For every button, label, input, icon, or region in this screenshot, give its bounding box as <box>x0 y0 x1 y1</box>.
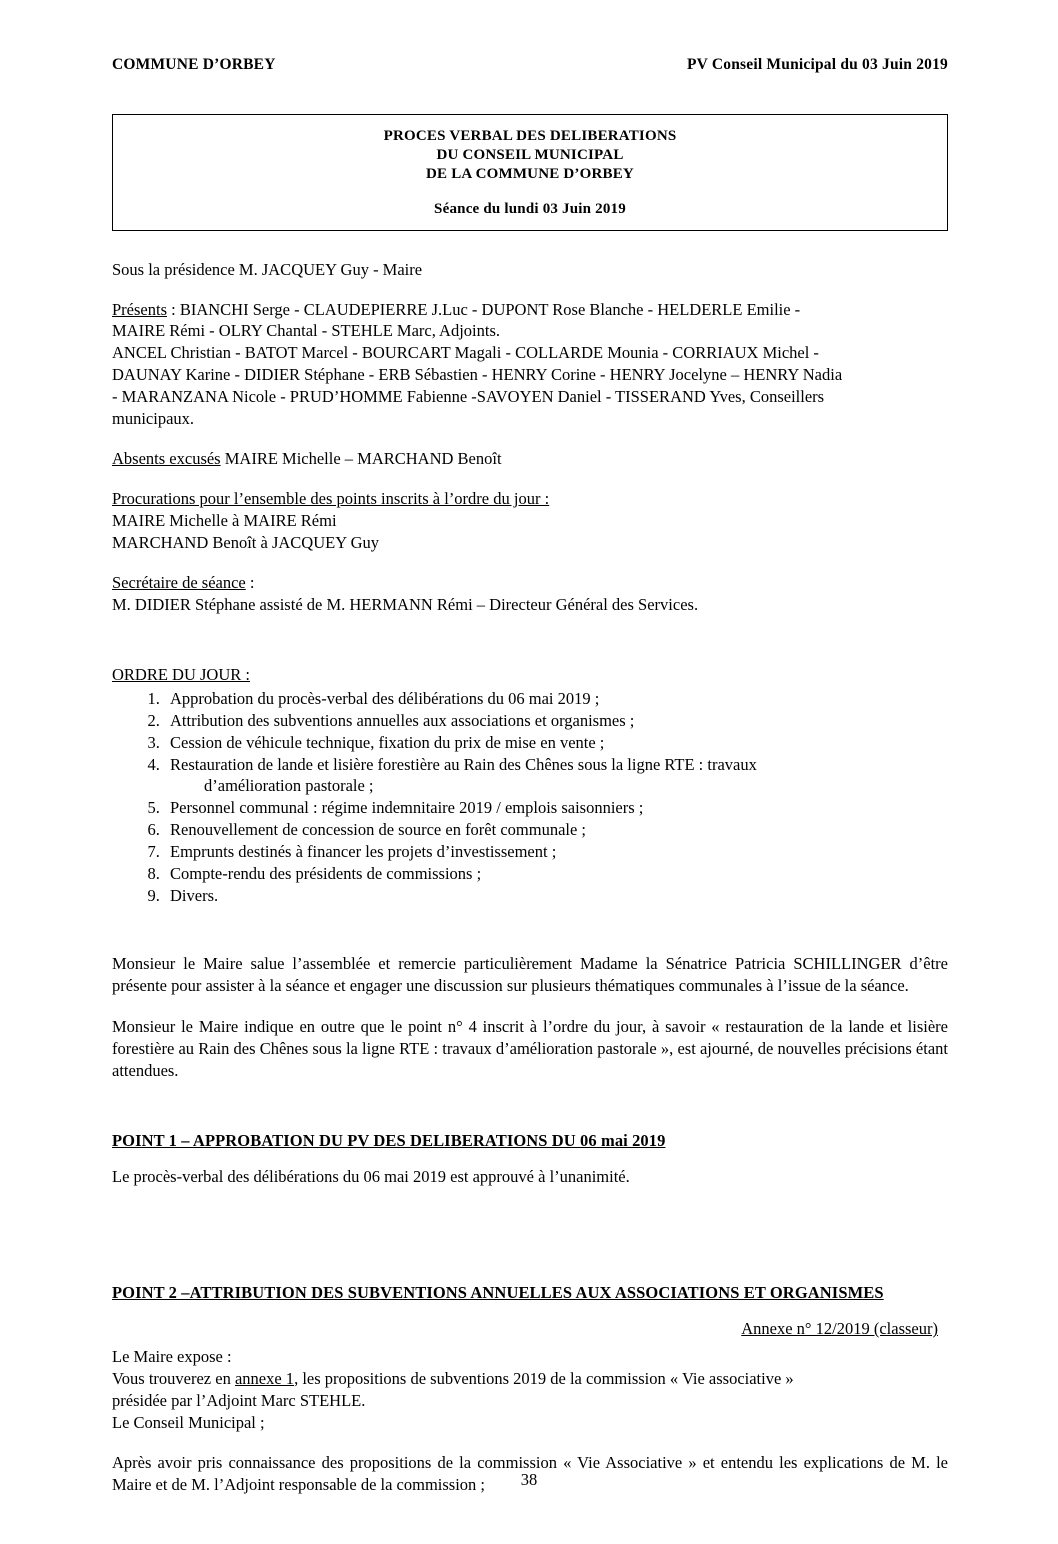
secretaire-label: Secrétaire de séance <box>112 572 246 592</box>
procurations-label: Procurations pour l’ensemble des points inscrits à l’ordre du jour : <box>112 489 550 509</box>
presents-line-4: DAUNAY Karine - DIDIER Stéphane - ERB Sébastien - HENRY Corine - HENRY Jocelyne – HENRY Nadia <box>112 365 843 385</box>
agenda-item-text: Approbation du procès-verbal des délibérations du 06 mai 2019 ; <box>170 688 600 708</box>
presents-line-5: - MARANZANA Nicole - PRUD’HOMME Fabienne -SAVOYEN Daniel - TISSERAND Yves, Conseillers <box>112 387 825 407</box>
agenda-item <box>164 841 948 863</box>
absents-block <box>112 448 948 470</box>
point-2-heading: POINT 2 –ATTRIBUTION DES SUBVENTIONS ANNUELLES AUX ASSOCIATIONS ET ORGANISMES <box>112 1283 884 1303</box>
point-2-line-3: présidée par l’Adjoint Marc STEHLE. <box>112 1391 366 1411</box>
agenda-item-continuation: d’amélioration pastorale ; <box>204 776 374 796</box>
page-number: 38 <box>520 1470 538 1490</box>
presents-line-1: : BIANCHI Serge - CLAUDEPIERRE J.Luc - DUPONT Rose Blanche - HELDERLE Emilie - <box>167 299 801 319</box>
secretaire-line: M. DIDIER Stéphane assisté de M. HERMANN Rémi – Directeur Général des Services. <box>112 594 699 614</box>
page-header <box>112 56 948 74</box>
point-2-line-4: Le Conseil Municipal ; <box>112 1412 265 1432</box>
intro-paragraph-1: Monsieur le Maire salue l’assemblée et remercie particulièrement Madame la Sénatrice Patricia SCHILLINGER d’être présente pour assister à la séance et engager une discussion sur plusieurs thématiques communales à l’issue de la séance. <box>112 954 948 996</box>
agenda-item <box>164 885 948 907</box>
agenda-item <box>164 754 948 798</box>
presents-line-2: MAIRE Rémi - OLRY Chantal - STEHLE Marc, Adjoints. <box>112 321 501 341</box>
presents-line-3: ANCEL Christian - BATOT Marcel - BOURCART Magali - COLLARDE Mounia - CORRIAUX Michel - <box>112 343 819 363</box>
agenda-title: ORDRE DU JOUR : <box>112 664 250 684</box>
header-commune: COMMUNE D’ORBEY <box>112 56 276 73</box>
presents-label: Présents <box>112 299 167 319</box>
point-2-line-1: Le Maire expose : <box>112 1347 232 1367</box>
agenda-item <box>164 797 948 819</box>
agenda-item <box>164 688 948 710</box>
presents-block <box>112 299 948 431</box>
agenda-item <box>164 863 948 885</box>
agenda-item-text: Personnel communal : régime indemnitaire 2019 / emplois saisonniers ; <box>170 798 644 818</box>
agenda-item-text: Divers. <box>170 886 219 906</box>
agenda-item-text: Cession de véhicule technique, fixation du prix de mise en vente ; <box>170 732 605 752</box>
procurations-block <box>112 488 948 554</box>
point-2-paragraph: Après avoir pris connaissance des propositions de la commission « Vie Associative » et entendu les explications de M. le Maire et de M. l’Adjoint responsable de la commission ; <box>112 1452 948 1495</box>
agenda-item <box>164 732 948 754</box>
agenda-item <box>164 819 948 841</box>
agenda-item-text: Emprunts destinés à financer les projets d’investissement ; <box>170 842 557 862</box>
document-body <box>112 259 948 1497</box>
annex-reference-text: Annexe n° 12/2019 (classeur) <box>741 1319 938 1339</box>
title-line-1: PROCES VERBAL DES DELIBERATIONS <box>383 128 677 144</box>
session-date: Séance du lundi 03 Juin 2019 <box>434 200 626 217</box>
point-1-heading: POINT 1 – APPROBATION DU PV DES DELIBERATIONS DU 06 mai 2019 <box>112 1131 666 1151</box>
point-2-body <box>112 1346 948 1434</box>
header-document-title: PV Conseil Municipal du 03 Juin 2019 <box>687 56 948 73</box>
procurations-line-2: MARCHAND Benoît à JACQUEY Guy <box>112 532 380 552</box>
point-1-text: Le procès-verbal des délibérations du 06 mai 2019 est approuvé à l’unanimité. <box>112 1167 630 1187</box>
intro-paragraph-2: Monsieur le Maire indique en outre que le point n° 4 inscrit à l’ordre du jour, à savoir « restauration de la lande et lisière forestière au Rain des Chênes sous la ligne RTE : travaux d’amélioration pastorale », est ajourné, de nouvelles précisions étant attendues. <box>112 1016 948 1081</box>
secretaire-colon: : <box>245 572 255 592</box>
title-line-3: DE LA COMMUNE D’ORBEY <box>426 166 634 183</box>
point-2-line-2-pre: Vous trouverez en <box>112 1369 235 1389</box>
agenda-list <box>112 688 948 907</box>
annexe-1-reference: annexe 1 <box>234 1369 295 1389</box>
agenda-item-text: Compte-rendu des présidents de commissions ; <box>170 864 482 884</box>
agenda-item-text: Restauration de lande et lisière forestière au Rain des Chênes sous la ligne RTE : travaux <box>170 754 757 774</box>
agenda-item-text: Renouvellement de concession de source en forêt communale ; <box>170 820 587 840</box>
absents-text: MAIRE Michelle – MARCHAND Benoît <box>220 449 502 469</box>
title-box <box>112 114 948 231</box>
secretaire-block <box>112 572 948 616</box>
agenda-item-text: Attribution des subventions annuelles aux associations et organismes ; <box>170 710 635 730</box>
point-2-line-2-post: , les propositions de subventions 2019 de la commission « Vie associative » <box>294 1369 794 1389</box>
title-line-2: DU CONSEIL MUNICIPAL <box>436 147 624 164</box>
agenda-item <box>164 710 948 732</box>
annex-reference <box>112 1318 938 1340</box>
presents-line-6: municipaux. <box>112 409 195 429</box>
presidence-line: Sous la présidence M. JACQUEY Guy - Maire <box>112 259 423 279</box>
absents-label: Absents excusés <box>112 449 221 469</box>
procurations-line-1: MAIRE Michelle à MAIRE Rémi <box>112 511 337 530</box>
